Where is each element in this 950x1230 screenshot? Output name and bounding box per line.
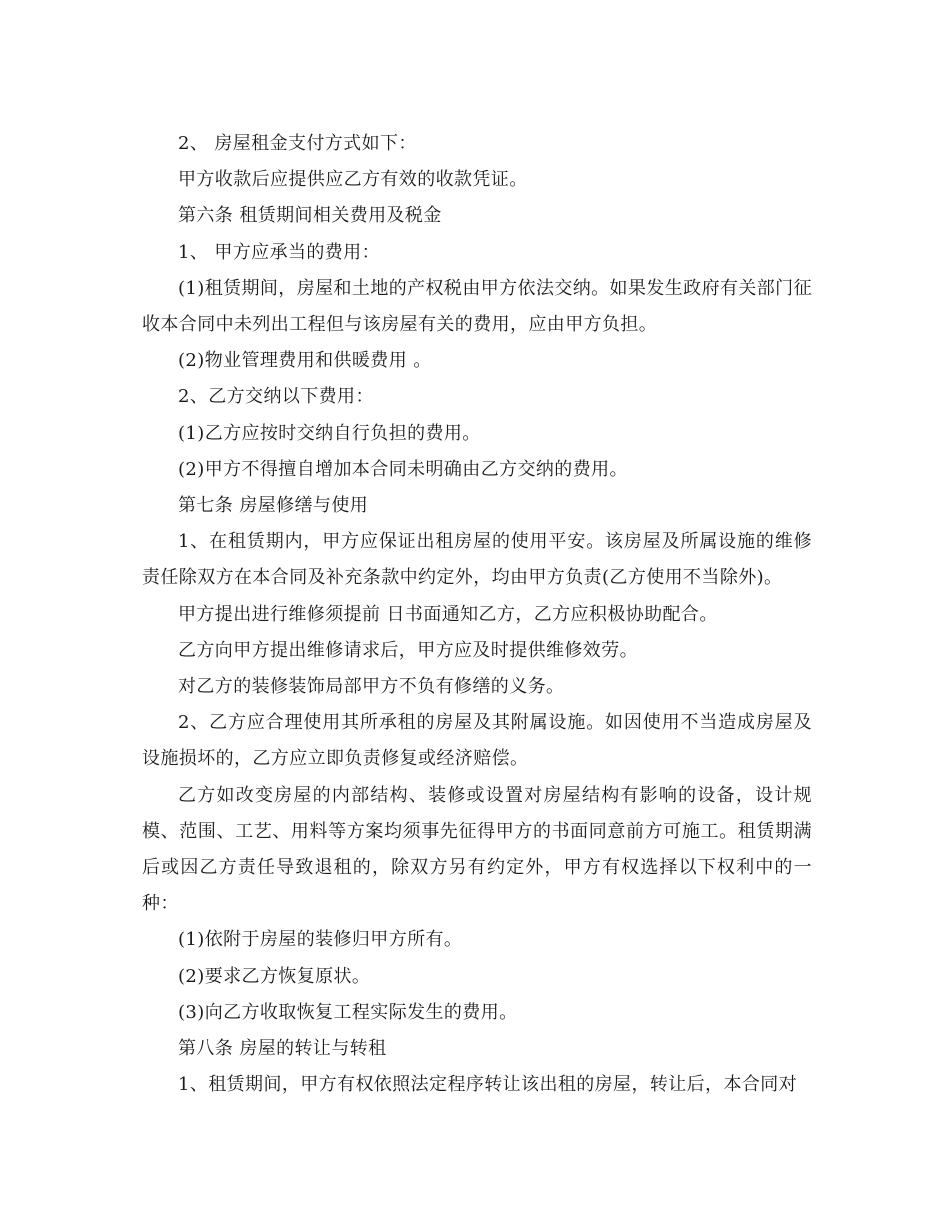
paragraph-structure-change: 乙方如改变房屋的内部结构、装修或设置对房屋结构有影响的设备，设计规模、范围、工艺、用料等方案均须事先征得甲方的书面同意前方可施工。租赁期满后或因乙方责任导致退租的，除双方另有约定外，甲方有权选择以下权利中的一种： — [142, 784, 812, 915]
paragraph-reasonable-use: 2、乙方应合理使用其所承租的房屋及其附属设施。如因使用不当造成房屋及设施损坏的，乙方应立即负责修复或经济赔偿。 — [142, 712, 812, 770]
heading-article-7: 第七条 房屋修缮与使用 — [178, 495, 369, 517]
paragraph-lessor-costs: 1、 甲方应承当的费用： — [178, 241, 380, 263]
paragraph-restore-original: (2)要求乙方恢复原状。 — [178, 965, 371, 987]
paragraph-property-tax: (1)租赁期间，房屋和土地的产权税由甲方依法交纳。如果发生政府有关部门征收本合同中未列出工程但与该房屋有关的费用，应由甲方负担。 — [142, 277, 812, 336]
paragraph-restoration-cost: (3)向乙方收取恢复工程实际发生的费用。 — [178, 1001, 518, 1023]
paragraph-no-extra-fees: (2)甲方不得擅自增加本合同未明确由乙方交纳的费用。 — [178, 458, 628, 480]
paragraph-decoration-ownership: (1)依附于房屋的装修归甲方所有。 — [178, 929, 463, 951]
paragraph-receipt: 甲方收款后应提供应乙方有效的收款凭证。 — [178, 169, 528, 191]
paragraph-repair-request: 乙方向甲方提出维修请求后，甲方应及时提供维修效劳。 — [178, 639, 638, 661]
paragraph-decoration-repair: 对乙方的装修装饰局部甲方不负有修缮的义务。 — [178, 676, 565, 698]
paragraph-rent-payment-method: 2、 房屋租金支付方式如下： — [178, 133, 417, 154]
paragraph-safe-use: 1、在租赁期内，甲方应保证出租房屋的使用平安。该房屋及所属设施的维修责任除双方在本合同及补充条款中约定外，均由甲方负责(乙方使用不当除外)。 — [142, 531, 812, 589]
paragraph-transfer: 1、租赁期间，甲方有权依照法定程序转让该出租的房屋，转让后，本合同对 — [178, 1074, 798, 1096]
document-body — [142, 126, 812, 1103]
paragraph-lessee-pay-on-time: (1)乙方应按时交纳自行负担的费用。 — [178, 422, 481, 444]
paragraph-property-management-fees: (2)物业管理费用和供暖费用 。 — [178, 350, 432, 372]
paragraph-repair-notice: 甲方提出进行维修须提前 日书面通知乙方，乙方应积极协助配合。 — [178, 603, 718, 625]
paragraph-lessee-costs: 2、乙方交纳以下费用： — [178, 386, 374, 408]
heading-article-8: 第八条 房屋的转让与转租 — [178, 1038, 387, 1060]
heading-article-6: 第六条 租赁期间相关费用及税金 — [178, 205, 442, 227]
